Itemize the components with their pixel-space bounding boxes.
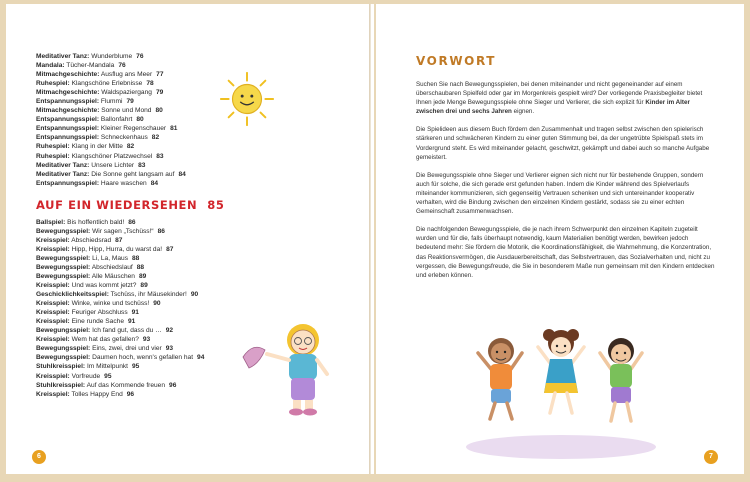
toc-entry xyxy=(36,299,336,308)
toc-entry-title: Vorfreude xyxy=(71,372,101,380)
toc-entry-page: 88 xyxy=(132,254,140,262)
toc-entry-category: Geschicklichkeitsspiel: xyxy=(36,291,109,299)
toc-entry-page: 91 xyxy=(127,318,136,326)
toc-entry-page: 88 xyxy=(136,263,145,271)
toc-entry-category: Mitmachgeschichte: xyxy=(36,107,100,115)
toc-entry-title: Wunderblume xyxy=(91,53,133,60)
toc-entry-page: 82 xyxy=(126,143,135,151)
toc-entry-category: Kreisspiel: xyxy=(36,245,70,253)
toc-entry-category: Kreisspiel: xyxy=(36,309,70,317)
toc-entry-page: 80 xyxy=(155,107,163,115)
toc-entry-title: Sonne und Mond xyxy=(101,107,152,115)
toc-entry-category: Entspannungsspiel: xyxy=(36,179,100,187)
toc-entry xyxy=(36,263,336,272)
toc-entry-category: Ruhespiel: xyxy=(36,143,70,151)
toc-entry xyxy=(36,170,336,179)
toc-entry-category: Mandala: xyxy=(36,62,65,70)
toc-entry-category: Mitmachgeschichte: xyxy=(36,71,100,79)
left-page-number: 6 xyxy=(32,450,46,464)
toc-entry-page: 93 xyxy=(165,345,174,353)
toc-entry-page: 96 xyxy=(169,381,177,389)
toc-entry-page: 83 xyxy=(156,152,164,160)
toc-entry xyxy=(36,97,336,106)
toc-entry-page: 94 xyxy=(197,354,205,362)
toc-entry-page: 80 xyxy=(136,116,144,124)
waving-girl-illustration xyxy=(241,312,351,422)
toc-entry-category: Kreisspiel: xyxy=(36,318,70,326)
toc-entry-page: 93 xyxy=(142,336,151,344)
toc-entry-category: Entspannungsspiel: xyxy=(36,98,100,106)
toc-entry xyxy=(36,281,336,290)
toc-entry-title: Auf das Kommende freuen xyxy=(86,381,166,389)
toc-entry xyxy=(36,61,336,70)
toc-entry-category: Entspannungsspiel: xyxy=(36,116,100,124)
toc-entry-title: Flummi xyxy=(100,98,123,106)
toc-entry-page: 76 xyxy=(118,62,126,70)
toc-entry-page: 95 xyxy=(132,363,140,371)
toc-entry-title: Eins, zwei, drei und vier xyxy=(92,345,162,353)
toc-entry-category: Bewegungsspiel: xyxy=(36,327,91,335)
toc-entry-page: 95 xyxy=(104,372,112,380)
toc-entry-title: Winke, winke und tschüss! xyxy=(71,300,150,308)
toc-entry-page: 92 xyxy=(165,327,174,335)
toc-entry-category: Kreisspiel: xyxy=(36,372,70,380)
toc-entry-title: Und was kommt jetzt? xyxy=(71,282,137,290)
toc-entry xyxy=(36,152,336,161)
toc-entry-title: Kleiner Regenschauer xyxy=(100,125,167,133)
toc-entry xyxy=(36,52,336,61)
toc-entry-title: Klangschöner Platzwechsel xyxy=(71,152,153,160)
toc-entry xyxy=(36,133,336,142)
book-spread xyxy=(6,4,744,474)
toc-entry xyxy=(36,115,336,124)
toc-entry-title: Wir sagen „Tschüss!“ xyxy=(92,227,154,235)
toc-entry-category: Stuhlkreisspiel: xyxy=(36,363,86,371)
toc-entry-title: Klang in der Mitte xyxy=(71,143,123,151)
toc-entry xyxy=(36,179,336,188)
section-page-number: 85 xyxy=(207,197,225,212)
toc-entry-category: Bewegungsspiel: xyxy=(36,263,91,271)
section-title: AUF EIN WIEDERSEHEN xyxy=(36,197,198,212)
toc-entry-page: 96 xyxy=(126,390,135,398)
toc-entry-category: Stuhlkreisspiel: xyxy=(36,381,86,389)
toc-entry xyxy=(36,142,336,151)
toc-entry-title: Tücher-Mandala xyxy=(66,62,115,70)
vorwort-title: VORWORT xyxy=(416,54,497,68)
toc-entry-category: Entspannungsspiel: xyxy=(36,125,100,133)
toc-entry-category: Kreisspiel: xyxy=(36,282,70,290)
toc-entry-category: Kreisspiel: xyxy=(36,390,70,398)
toc-entry xyxy=(36,254,336,263)
toc-entry-title: Ballonfahrt xyxy=(100,116,133,124)
toc-entry-title: Alle Mäuschen xyxy=(91,272,135,280)
toc-entry-title: Hipp, Hipp, Hurra, du warst da! xyxy=(71,245,163,253)
toc-entry-page: 87 xyxy=(115,236,123,244)
toc-entry-category: Ruhespiel: xyxy=(36,80,70,88)
toc-entry-title: Im Mittelpunkt xyxy=(86,363,128,371)
toc-entry-title: Wem hat das gefallen? xyxy=(71,336,139,344)
book-fold xyxy=(369,4,371,474)
toc-entry-page: 90 xyxy=(190,291,199,299)
vorwort-text xyxy=(416,80,716,289)
toc-entry-title: Bis hoffentlich bald! xyxy=(67,218,125,226)
vorwort-paragraph-1: Suchen Sie nach Bewegungsspielen, bei denen miteinander und nicht gegeneinander auf einem überschaubaren Spielfeld oder gar im Morgenkreis gespielt wird? Der vorliegende Praxisbegleiter bietet Ihnen jede Menge Bewegungsspiele ohne Sieger und Verlierer, die sich explizit für Kinder im Alter zwischen drei und sechs Jahren eignen. xyxy=(416,81,703,116)
vorwort-paragraph-3: Die Bewegungsspiele ohne Sieger und Verlierer eignen sich nicht nur für bestehende Gruppen, sondern auch für solche, die sich gerade erst gefunden haben. Indem die Kinder während des Spielverlaufs miteinander kommunizieren, sich gegenseitig Vertrauen schenken und sich untereinander kooperativ verhalten, wird die Bindung zwischen den einzelnen Kindern gestärkt, sodass sie zu einer echten Gemeinschaft zusammenwachsen. xyxy=(416,171,704,216)
toc-entry-category: Kreisspiel: xyxy=(36,300,70,308)
toc-entry xyxy=(36,236,336,245)
toc-entry-page: 89 xyxy=(138,272,147,280)
toc-entry-category: Bewegungsspiel: xyxy=(36,272,91,280)
vorwort-paragraph-2: Die Spielideen aus diesem Buch fördern den Zusammenhalt und tragen selbst zwischen den spielerisch stärkeren und schwächeren Kindern zu einer guten Stimmung bei, da der ungetrübte Spielspaß stets im Vordergrund steht. Es wird miteinander gelacht, geschwitzt, gekämpft und dabei auch so manche Aufgabe gemeistert. xyxy=(416,126,710,161)
section-heading xyxy=(36,198,336,212)
toc-entry-category: Bewegungsspiel: xyxy=(36,227,91,235)
toc-entry-page: 91 xyxy=(131,309,139,317)
age-range-highlight: Kinder im Alter zwischen drei und sechs Jahren xyxy=(416,99,690,116)
toc-entry xyxy=(36,227,336,236)
toc-entry-category: Meditativer Tanz: xyxy=(36,161,90,169)
toc-entry-title: Ich fand gut, dass du … xyxy=(92,327,162,335)
jumping-kids-illustration xyxy=(466,309,656,459)
toc-entry xyxy=(36,79,336,88)
toc-entry-title: Haare waschen xyxy=(100,179,147,187)
toc-entry-page: 87 xyxy=(166,245,174,253)
vorwort-paragraph-4: Die nachfolgenden Bewegungsspiele, die je nach ihrem Schwerpunkt den einzelnen Kapiteln zugeteilt wurden und für die, falls überhaupt notwendig, kaum Materialien benötigt werden, bewirken jedoch bedeutend mehr: Sie fördern die Motorik, die Koordinationsfähigkeit, die Wahrnehmung, die Konzentration, das Reaktionsvermögen, die Ausdauerbereitschaft, das Selbstvertrauen, das Sozialverhalten und, nicht zu vergessen, die Bewegungsfreude, die Sie in besonderem Maße nun gemeinsam mit den Kindern entdecken und erleben können. xyxy=(416,226,715,279)
toc-entry-category: Meditativer Tanz: xyxy=(36,170,90,178)
toc-entry-category: Ballspiel: xyxy=(36,218,66,226)
toc-entry-title: Ausflug ans Meer xyxy=(100,71,153,79)
toc-entry-page: 89 xyxy=(140,282,148,290)
toc-entry-category: Kreisspiel: xyxy=(36,336,70,344)
toc-entry-category: Mitmachgeschichte: xyxy=(36,89,100,97)
toc-entry-page: 77 xyxy=(156,71,164,79)
toc-entry-title: Tolles Happy End xyxy=(71,390,123,398)
toc-entry-page: 83 xyxy=(138,161,146,169)
toc-upper-list xyxy=(36,52,336,188)
toc-entry-page: 79 xyxy=(155,89,164,97)
toc-entry-title: Unsere Lichter xyxy=(91,161,135,169)
toc-entry-title: Daumen hoch, wenn's gefallen hat xyxy=(92,354,194,362)
toc-entry-category: Meditativer Tanz: xyxy=(36,53,90,60)
toc-entry-page: 84 xyxy=(150,179,159,187)
toc-entry-title: Tschüss, ihr Mäusekinder! xyxy=(110,291,187,299)
toc-entry-title: Abschiedsrad xyxy=(71,236,112,244)
toc-entry xyxy=(36,70,336,79)
toc-entry-page: 86 xyxy=(128,218,136,226)
toc-entry-title: Feuriger Abschluss xyxy=(71,309,128,317)
toc-entry-category: Ruhespiel: xyxy=(36,152,70,160)
right-page xyxy=(376,4,744,474)
toc-entry-category: Kreisspiel: xyxy=(36,236,70,244)
toc-entry-category: Bewegungsspiel: xyxy=(36,254,91,262)
left-page xyxy=(6,4,374,474)
sun-illustration xyxy=(218,70,276,128)
toc-entry xyxy=(36,245,336,254)
toc-entry-page: 79 xyxy=(126,98,134,106)
toc-entry xyxy=(36,161,336,170)
toc-entry-title: Abschiedslauf xyxy=(91,263,133,271)
toc-entry-title: Klangschöne Erlebnisse xyxy=(71,80,143,88)
toc-entry xyxy=(36,124,336,133)
toc-entry-page: 81 xyxy=(170,125,178,133)
toc-entry-title: Schneckenhaus xyxy=(100,134,148,142)
toc-entry xyxy=(36,218,336,227)
toc-entry xyxy=(36,272,336,281)
toc-entry xyxy=(36,88,336,97)
right-page-number: 7 xyxy=(704,450,718,464)
toc-entry-title: Eine runde Sache xyxy=(71,318,124,326)
toc-entry-category: Entspannungsspiel: xyxy=(36,134,100,142)
toc-entry-title: Waldspaziergang xyxy=(101,89,152,97)
toc-entry-title: Li, La, Maus xyxy=(92,254,128,262)
toc-entry-page: 76 xyxy=(136,53,144,60)
toc-entry-title: Die Sonne geht langsam auf xyxy=(91,170,175,178)
toc-entry-category: Bewegungsspiel: xyxy=(36,345,91,353)
toc-entry-page: 84 xyxy=(178,170,186,178)
toc-entry-page: 82 xyxy=(151,134,160,142)
toc-entry xyxy=(36,290,336,299)
toc-entry-category: Bewegungsspiel: xyxy=(36,354,91,362)
toc-entry xyxy=(36,106,336,115)
toc-entry-page: 78 xyxy=(146,80,154,88)
toc-entry-page: 90 xyxy=(153,300,161,308)
toc-entry-page: 86 xyxy=(157,227,165,235)
